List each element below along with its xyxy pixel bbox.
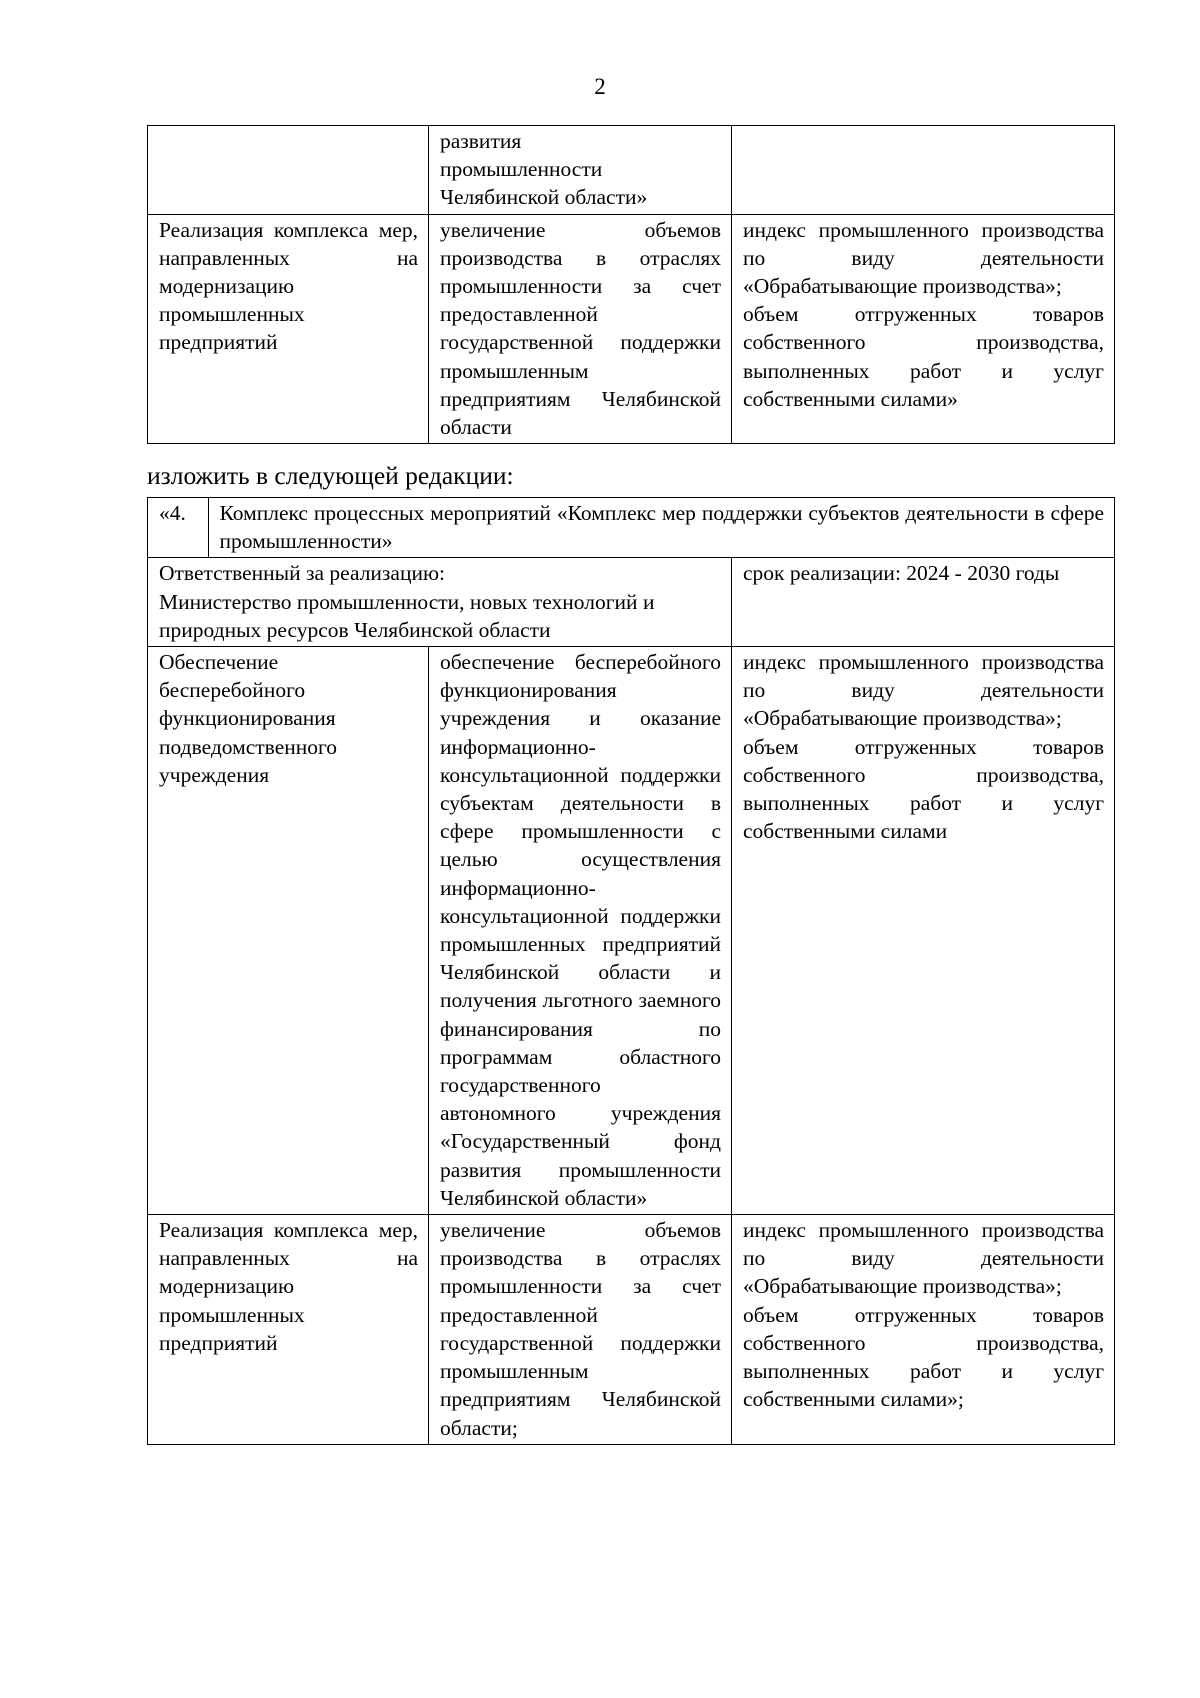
responsible-label: Ответственный за реализацию: (159, 561, 446, 586)
cell-paragraph: объем отгруженных товаров собственного производства, выполненных работ и услуг собственными силами (743, 734, 1105, 844)
table-cell (732, 214, 1115, 444)
new-table (147, 497, 1115, 1445)
table-row (148, 1215, 1115, 1445)
table-cell: развития промышленности Челябинской области» (429, 126, 732, 215)
responsible-value: Министерство промышленности, новых технологий и природных ресурсов Челябинской области (159, 589, 655, 642)
table-row (148, 214, 1115, 444)
intro-text: изложить в следующей редакции: (147, 461, 514, 490)
table-cell: увеличение объемов производства в отраслях промышленности за счет предоставленной государственной поддержки промышленным предприятиям Челябинской области; (429, 1215, 732, 1445)
term-cell: срок реализации: 2024 - 2030 годы (732, 558, 1115, 647)
item-title: Комплекс процессных мероприятий «Комплекс мер поддержки субъектов деятельности в сфере промышленности» (219, 501, 1105, 554)
table-cell (148, 126, 429, 215)
cell-paragraph: индекс промышленного производства по виду деятельности «Обрабатывающие производства»; (743, 217, 1104, 299)
table-cell: Реализация комплекса мер, направленных на модернизацию промышленных предприятий (148, 214, 429, 444)
table-cell: Обеспечение бесперебойного функционирования подведомственного учреждения (148, 647, 429, 1215)
previous-table-fragment (147, 125, 1115, 444)
header-inner-table (148, 498, 1114, 557)
table-cell (732, 1215, 1115, 1445)
cell-paragraph: индекс промышленного производства по виду деятельности «Обрабатывающие производства»; (743, 650, 1105, 731)
cell-paragraph: объем отгруженных товаров собственного производства, выполненных работ и услуг собственными силами» (743, 302, 1104, 411)
header-cell (148, 498, 1115, 558)
table-row (148, 126, 1115, 215)
responsible-cell (148, 558, 732, 647)
table-row (148, 647, 1115, 1215)
cell-paragraph: индекс промышленного производства по виду деятельности «Обрабатывающие производства»; (743, 1218, 1105, 1299)
item-number: «4. (148, 498, 208, 557)
table-cell: Реализация комплекса мер, направленных на модернизацию промышленных предприятий (148, 1215, 429, 1445)
table-cell (732, 647, 1115, 1215)
table-cell (732, 126, 1115, 215)
page-number: 2 (594, 74, 606, 99)
table-cell: увеличение объемов производства в отраслях промышленности за счет предоставленной государственной поддержки промышленным предприятиям Челябинской области (429, 214, 732, 444)
table-header-row (148, 498, 1115, 558)
table-cell: обеспечение бесперебойного функционирования учреждения и оказание информационно-консультационной поддержки субъектам деятельности в сфере промышленности с целью осуществления информационно-консультационной поддержки промышленных предприятий Челябинской области и получения льготного заемного финансирования по программам областного государственного автономного учреждения «Государственный фонд развития промышленности Челябинской области» (429, 647, 732, 1215)
cell-paragraph: объем отгруженных товаров собственного производства, выполненных работ и услуг собственными силами»; (743, 1302, 1105, 1412)
table-row (148, 558, 1115, 647)
